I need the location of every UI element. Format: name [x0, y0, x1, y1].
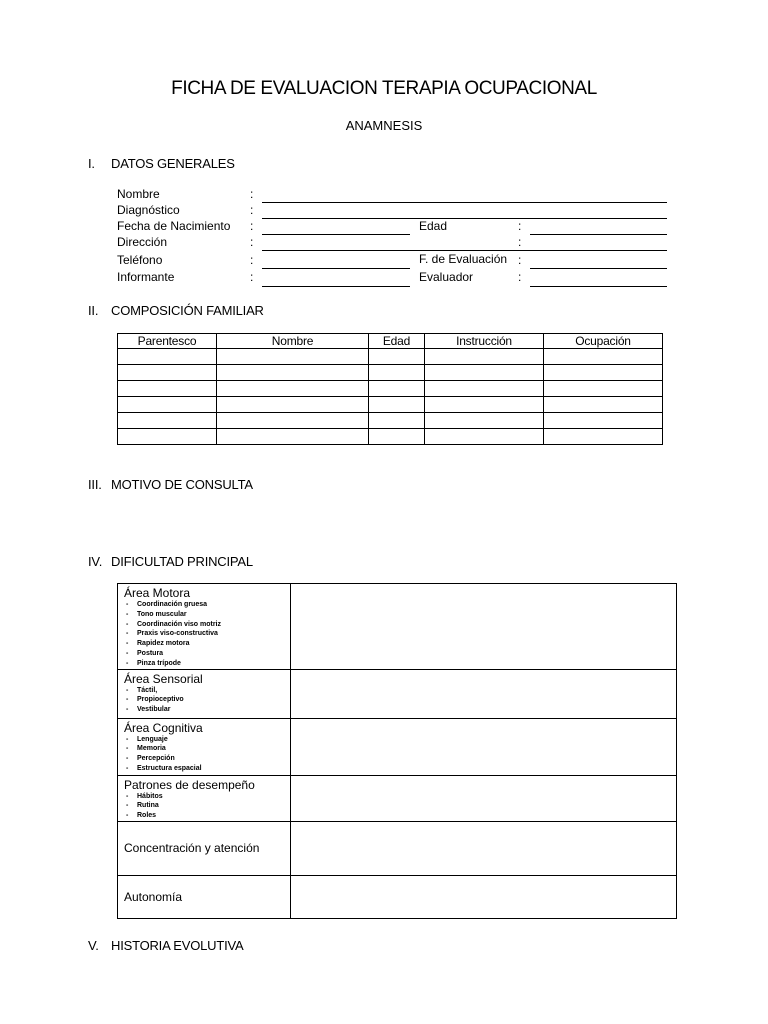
list-item: - Propioceptivo	[126, 696, 184, 704]
label-informante: Informante	[117, 270, 175, 284]
colon: :	[518, 235, 522, 249]
table-row	[118, 349, 663, 365]
table-cell[interactable]	[369, 429, 425, 445]
colon: :	[518, 253, 522, 267]
area-title: Área Sensorial	[124, 671, 203, 686]
autonomia-cell	[118, 875, 291, 918]
table-row	[118, 397, 663, 413]
table-cell[interactable]	[217, 381, 369, 397]
table-cell[interactable]	[425, 365, 544, 381]
col-header-parentesco: Parentesco	[118, 334, 217, 349]
concentracion-cell	[118, 821, 291, 875]
form-title: FICHA DE EVALUACION TERAPIA OCUPACIONAL	[171, 78, 597, 99]
list-item: - Tono muscular	[126, 610, 187, 618]
fecha-nacimiento-line[interactable]	[262, 234, 410, 235]
table-row	[118, 821, 677, 875]
col-header-nombre: Nombre	[217, 334, 369, 349]
list-item: - Coordinación viso motriz	[126, 620, 222, 628]
area-title: Área Motora	[124, 586, 191, 600]
table-cell[interactable]	[217, 429, 369, 445]
table-cell[interactable]	[369, 381, 425, 397]
direccion-line[interactable]	[262, 250, 667, 251]
colon: :	[250, 219, 254, 233]
list-item: - Coordinación gruesa	[126, 601, 208, 608]
table-row	[118, 669, 677, 718]
list-item: - Pinza trípode	[126, 659, 181, 667]
table-cell[interactable]	[118, 365, 217, 381]
table-row	[118, 875, 677, 918]
list-item: - Rapidez motora	[126, 640, 190, 648]
area-motora-input[interactable]	[291, 584, 677, 670]
colon: :	[250, 203, 254, 217]
area-motora-cell	[118, 584, 291, 670]
list-item: - Percepción	[126, 755, 175, 763]
section-label: COMPOSICIÓN FAMILIAR	[111, 303, 264, 318]
section-number: III.	[88, 477, 102, 492]
label-edad: Edad	[419, 219, 448, 233]
nombre-line[interactable]	[262, 202, 667, 203]
table-header-row	[118, 334, 663, 349]
area-cognitiva-cell	[118, 718, 291, 775]
table-cell[interactable]	[544, 397, 663, 413]
list-item: - Roles	[126, 812, 157, 820]
colon: :	[250, 270, 254, 284]
list-item: - Postura	[126, 649, 164, 657]
label-fecha-nacimiento: Fecha de Nacimiento	[117, 219, 231, 233]
section-label: DATOS GENERALES	[111, 156, 235, 171]
table-cell[interactable]	[118, 429, 217, 445]
colon: :	[250, 235, 254, 249]
autonomia-input[interactable]	[291, 875, 677, 918]
table-cell[interactable]	[425, 381, 544, 397]
table-cell[interactable]	[217, 413, 369, 429]
list-item: - Lenguaje	[126, 735, 168, 743]
form-subtitle: ANAMNESIS	[345, 118, 423, 133]
section-label: MOTIVO DE CONSULTA	[111, 477, 253, 492]
label-telefono: Teléfono	[117, 253, 163, 267]
table-cell[interactable]	[544, 381, 663, 397]
edad-line[interactable]	[530, 234, 667, 235]
section-number: V.	[88, 938, 99, 953]
list-item: - Vestibular	[126, 706, 171, 714]
list-item: - Praxis viso-constructiva	[126, 630, 218, 638]
table-cell[interactable]	[425, 413, 544, 429]
area-title: Patrones de desempeño	[124, 777, 255, 792]
table-cell[interactable]	[369, 413, 425, 429]
difficulty-table	[117, 583, 677, 919]
table-row	[118, 775, 677, 821]
table-row	[118, 429, 663, 445]
list-item: - Táctil,	[126, 686, 158, 694]
fecha-evaluacion-line[interactable]	[530, 268, 667, 269]
list-item: - Memoria	[126, 745, 166, 753]
area-sensorial-cell	[118, 669, 291, 718]
table-cell[interactable]	[118, 381, 217, 397]
section-number: IV.	[88, 554, 103, 569]
table-cell[interactable]	[217, 397, 369, 413]
evaluador-line[interactable]	[530, 286, 667, 287]
col-header-edad: Edad	[369, 334, 425, 349]
table-cell[interactable]	[118, 397, 217, 413]
table-cell[interactable]	[425, 397, 544, 413]
colon: :	[518, 219, 522, 233]
table-cell[interactable]	[544, 429, 663, 445]
family-table	[117, 333, 663, 445]
table-cell[interactable]	[369, 365, 425, 381]
table-row	[118, 413, 663, 429]
table-cell[interactable]	[217, 349, 369, 365]
label-evaluador: Evaluador	[419, 270, 474, 284]
table-cell[interactable]	[217, 365, 369, 381]
table-cell[interactable]	[118, 349, 217, 365]
area-title: Autonomía	[124, 889, 183, 904]
section-number: I.	[88, 156, 95, 171]
section-label: HISTORIA EVOLUTIVA	[111, 938, 244, 953]
label-direccion: Dirección	[117, 235, 168, 249]
colon: :	[518, 270, 522, 284]
diagnostico-line[interactable]	[262, 218, 667, 219]
table-row	[118, 365, 663, 381]
section-number: II.	[88, 303, 99, 318]
area-title: Concentración y atención	[124, 841, 260, 856]
list-item: - Rutina	[126, 802, 159, 810]
table-cell[interactable]	[544, 349, 663, 365]
patrones-desempeno-cell	[118, 775, 291, 821]
table-cell[interactable]	[369, 349, 425, 365]
table-cell[interactable]	[544, 413, 663, 429]
informante-line[interactable]	[262, 286, 410, 287]
label-fecha-evaluacion: F. de Evaluación	[419, 252, 508, 266]
table-cell[interactable]	[425, 349, 544, 365]
label-nombre: Nombre	[117, 187, 160, 201]
table-cell[interactable]	[369, 397, 425, 413]
col-header-instruccion: Instrucción	[425, 334, 544, 349]
table-cell[interactable]	[425, 429, 544, 445]
concentracion-input[interactable]	[291, 821, 677, 875]
colon: :	[250, 187, 254, 201]
area-sensorial-input[interactable]	[291, 669, 677, 718]
colon: :	[250, 253, 254, 267]
patrones-desempeno-input[interactable]	[291, 775, 677, 821]
col-header-ocupacion: Ocupación	[544, 334, 663, 349]
list-item: - Estructura espacial	[126, 764, 202, 772]
telefono-line[interactable]	[262, 268, 410, 269]
table-cell[interactable]	[118, 413, 217, 429]
table-row	[118, 584, 677, 670]
table-row	[118, 718, 677, 775]
table-row	[118, 381, 663, 397]
area-title: Área Cognitiva	[124, 720, 203, 735]
list-item: - Hábitos	[126, 792, 163, 800]
section-label: DIFICULTAD PRINCIPAL	[111, 554, 253, 569]
area-cognitiva-input[interactable]	[291, 718, 677, 775]
label-diagnostico: Diagnóstico	[117, 203, 180, 217]
table-cell[interactable]	[544, 365, 663, 381]
